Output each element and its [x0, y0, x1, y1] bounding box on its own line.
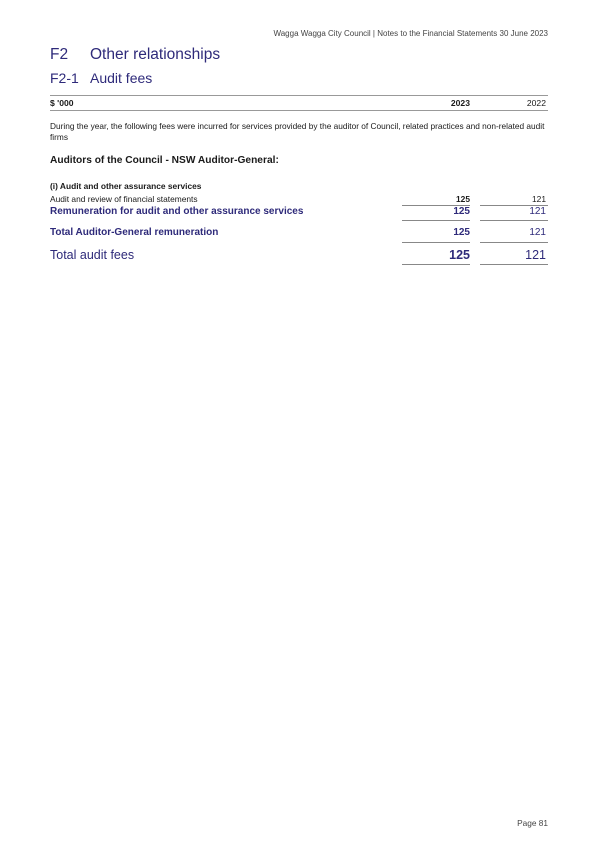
running-header: Wagga Wagga City Council | Notes to the Financial Statements 30 June 2023 [273, 29, 548, 38]
row-label: Total Auditor-General remuneration [50, 227, 219, 238]
section-heading [50, 46, 220, 64]
unit-label: $ '000 [50, 98, 74, 108]
row-label: Total audit fees [50, 248, 135, 262]
row-label: Audit and review of financial statements [50, 194, 198, 204]
value-2023: 125 [456, 194, 470, 204]
table-top-rule [50, 95, 548, 96]
column-header-row [50, 98, 548, 108]
total-row [50, 227, 548, 241]
subsection-title: Audit fees [90, 70, 153, 86]
grand-total-rule [480, 264, 548, 265]
subsection-heading [50, 70, 152, 86]
auditor-heading: Auditors of the Council - NSW Auditor-General: [50, 155, 279, 166]
value-2022: 121 [525, 248, 546, 262]
subsection-number: F2-1 [50, 70, 79, 86]
value-2023: 125 [449, 248, 470, 262]
value-2023: 125 [453, 206, 470, 217]
value-2022: 121 [529, 206, 546, 217]
intro-paragraph: During the year, the following fees were incurred for services provided by the auditor of Council, related practices and non-related audit firms [50, 121, 545, 142]
grand-total-row [50, 248, 548, 266]
subtotal-rule [480, 220, 548, 221]
section-title: Other relationships [90, 46, 221, 63]
value-2022: 121 [532, 194, 546, 204]
grand-total-rule [402, 264, 470, 265]
row-label: Remuneration for audit and other assurance services [50, 206, 304, 217]
category-heading: (i) Audit and other assurance services [50, 181, 202, 191]
table-header-rule [50, 110, 548, 111]
total-rule [402, 242, 470, 243]
value-2023: 125 [453, 227, 470, 238]
subtotal-row [50, 206, 548, 220]
year-prior-header: 2022 [526, 98, 546, 108]
section-number: F2 [50, 46, 69, 63]
total-rule [480, 242, 548, 243]
value-2022: 121 [529, 227, 546, 238]
subtotal-rule [402, 220, 470, 221]
page-number: Page 81 [517, 818, 548, 828]
year-current-header: 2023 [450, 98, 470, 108]
